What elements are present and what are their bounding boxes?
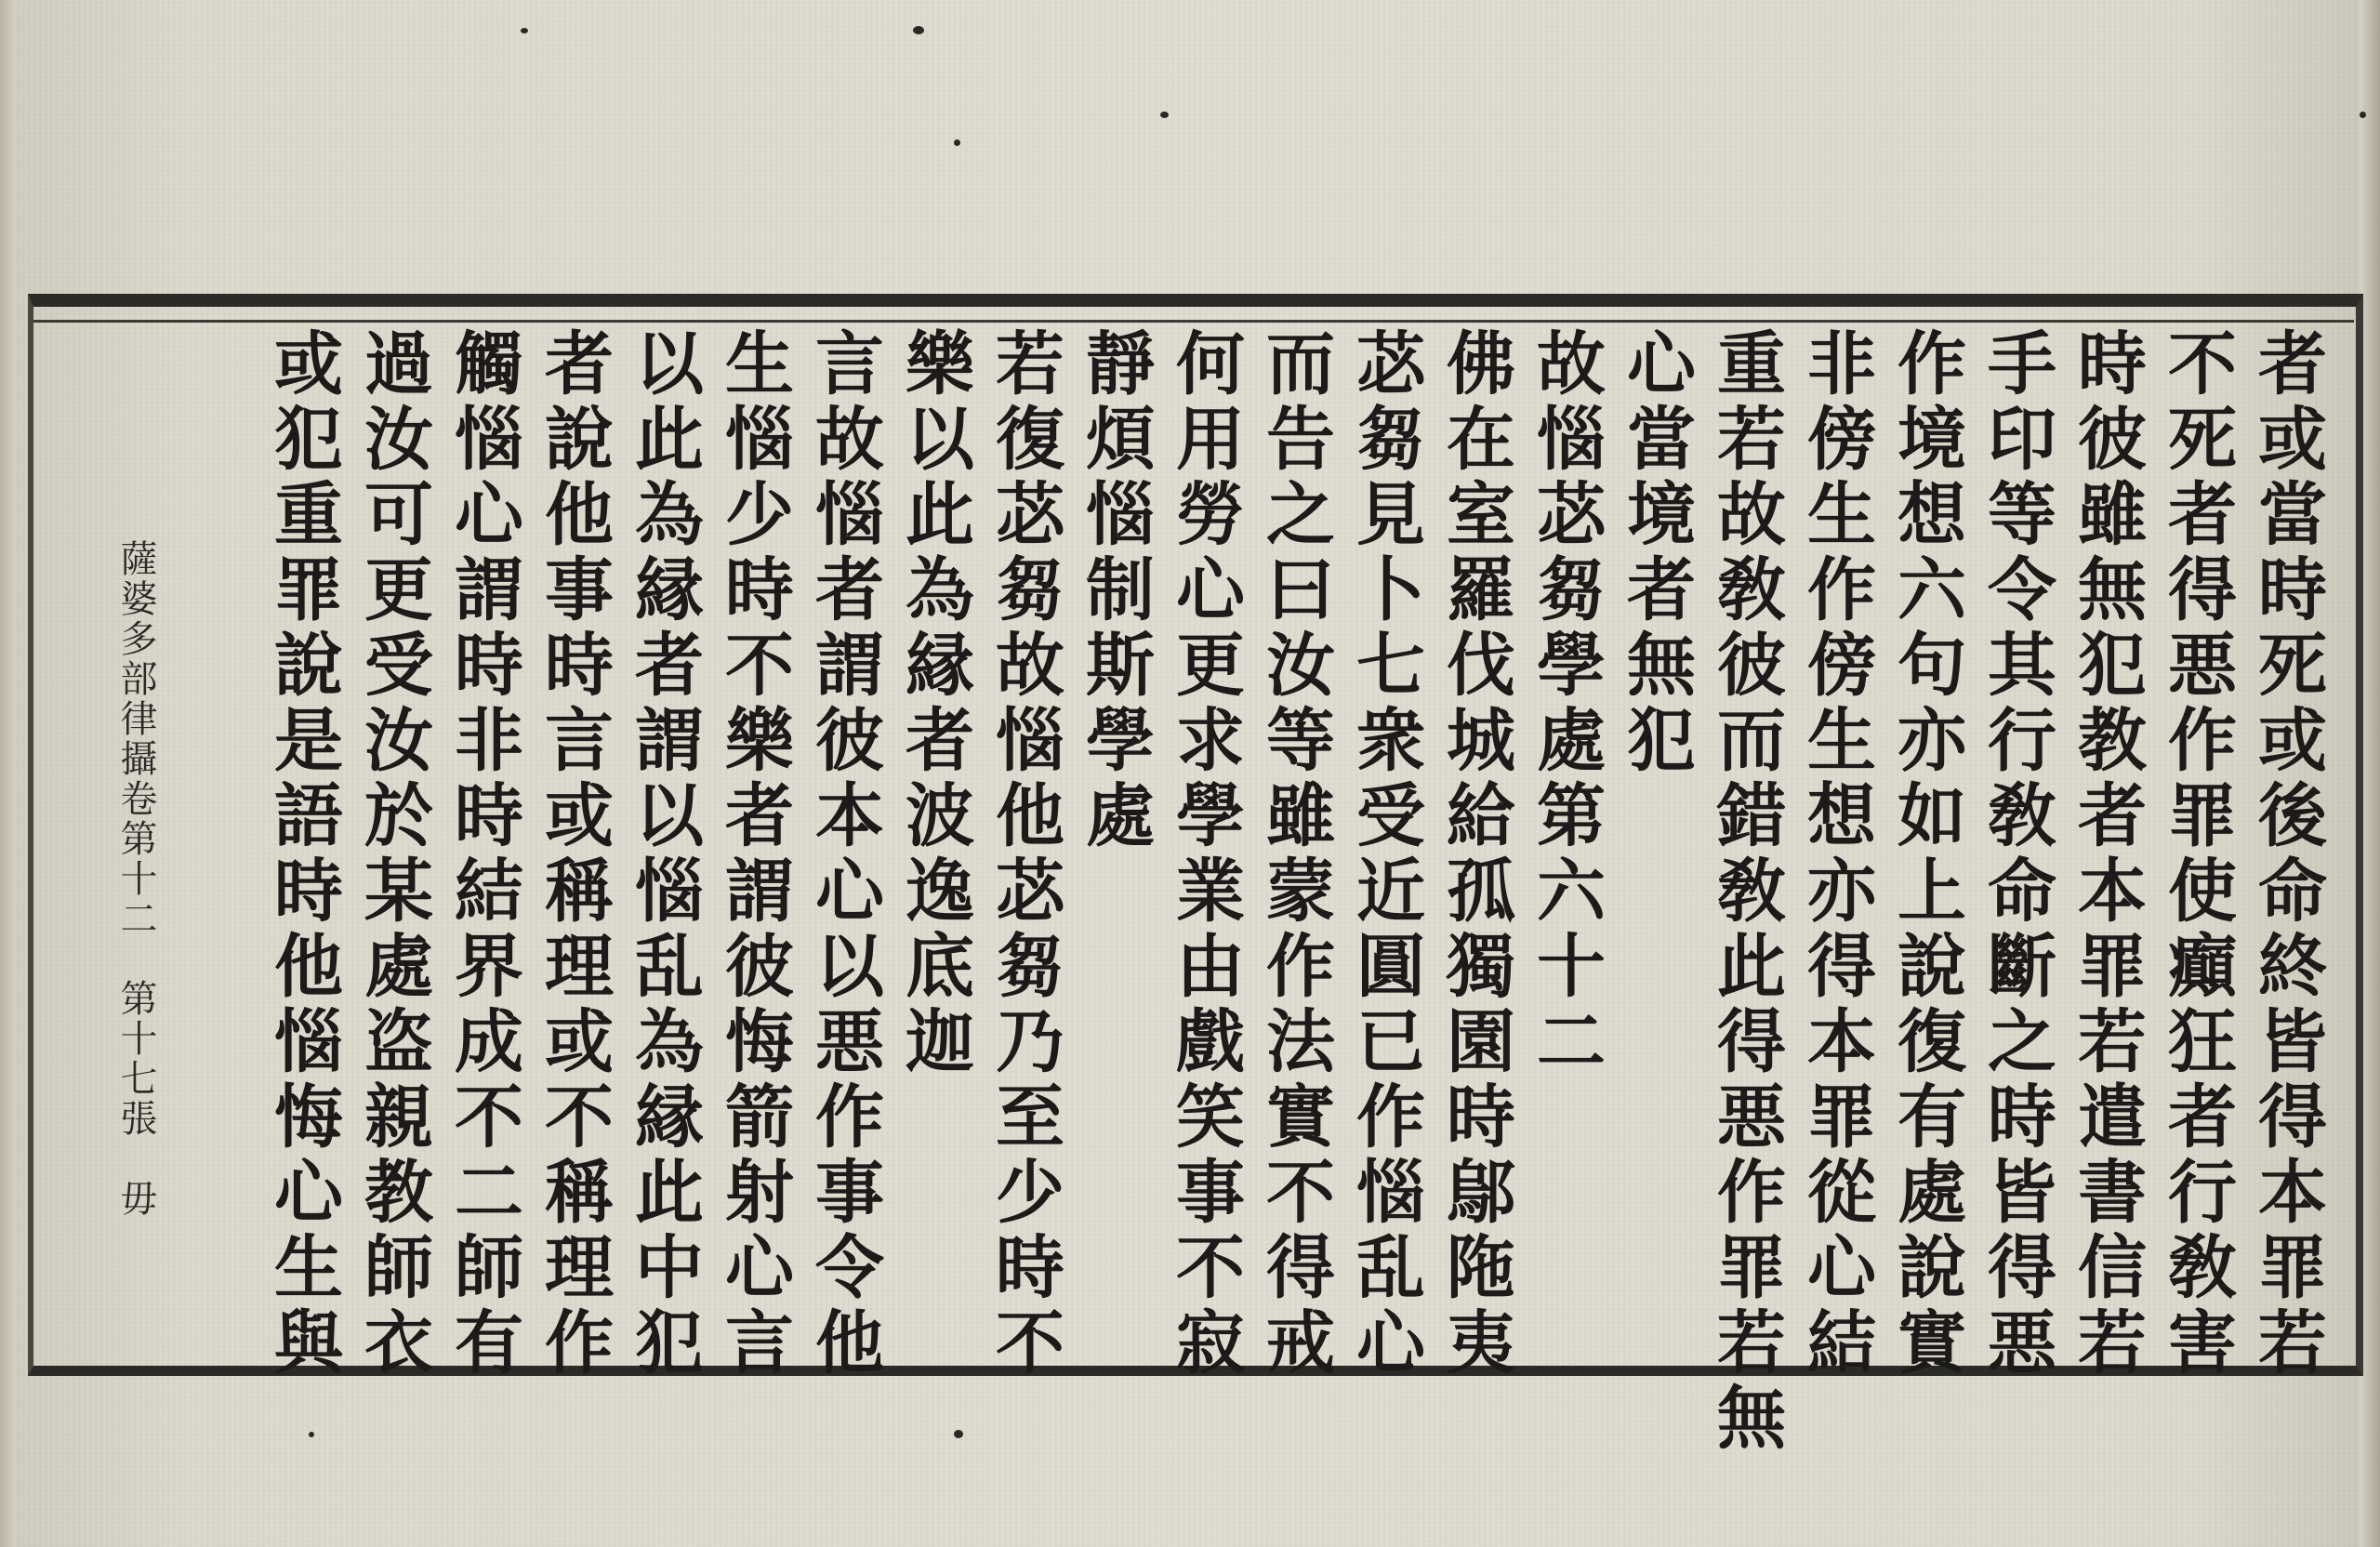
text-column: 非傍生作傍生想亦得本罪從心結 <box>1796 327 1876 1382</box>
text-column: 者說他事時言或稱理或不稱理作 <box>534 327 614 1382</box>
ink-speck <box>309 1432 314 1437</box>
text-column: 不死者得悪作罪使癲狂者行敎害 <box>2157 327 2237 1382</box>
text-column: 生惱少時不樂者謂彼悔箭射心言 <box>714 327 794 1382</box>
text-column: 何用勞心更求學業由戲笑事不寂 <box>1165 327 1245 1382</box>
text-column: 手印等令其行敎命斷之時皆得悪 <box>1977 327 2056 1382</box>
text-column: 佛在室羅伐城給孤獨園時鄔陁夷 <box>1435 327 1515 1382</box>
text-column: 重若故敎彼而錯敎此得悪作罪若無 <box>1706 327 1786 1457</box>
text-column: 觸惱心謂時非時結界成不二師有 <box>443 327 523 1382</box>
page-footer-caption: 薩婆多部律攝卷第十二 第十七張 毋 <box>114 539 157 1219</box>
text-column: 樂以此為縁者波逸底迦 <box>894 327 974 1080</box>
text-column: 時彼雖無犯教者本罪若遣書信若 <box>2067 327 2147 1382</box>
ink-speck <box>913 26 924 34</box>
text-column: 或犯重罪說是語時他惱悔心生與 <box>263 327 343 1382</box>
section-heading-column: 故惱苾芻學處第六十二 <box>1526 327 1606 1080</box>
text-column: 若復苾芻故惱他苾芻乃至少時不 <box>985 327 1064 1382</box>
text-column: 過汝可更受汝於某處盗親教師衣 <box>353 327 433 1382</box>
ink-speck <box>954 1430 963 1438</box>
ink-speck <box>1160 112 1169 118</box>
text-column: 苾芻見卜七衆受近圓已作惱乱心 <box>1345 327 1425 1382</box>
frame-inner-rule <box>33 320 2354 323</box>
text-columns <box>258 327 2332 1457</box>
text-column: 而告之曰汝等雖蒙作法實不得戒 <box>1255 327 1335 1382</box>
text-column: 以此為縁者謂以惱乱為縁此中犯 <box>624 327 704 1382</box>
text-column: 作境想六句亦如上說復有處說實 <box>1886 327 1966 1382</box>
text-column: 言故惱者謂彼本心以悪作事令他 <box>804 327 884 1382</box>
ink-speck <box>954 139 960 146</box>
text-column: 靜煩惱制斯學處 <box>1075 327 1155 854</box>
ink-speck <box>521 28 528 33</box>
page-left-edge <box>0 0 17 1547</box>
text-column: 者或當時死或後命終皆得本罪若 <box>2247 327 2327 1382</box>
ink-speck <box>2360 112 2366 118</box>
text-column: 心當境者無犯 <box>1616 327 1696 779</box>
